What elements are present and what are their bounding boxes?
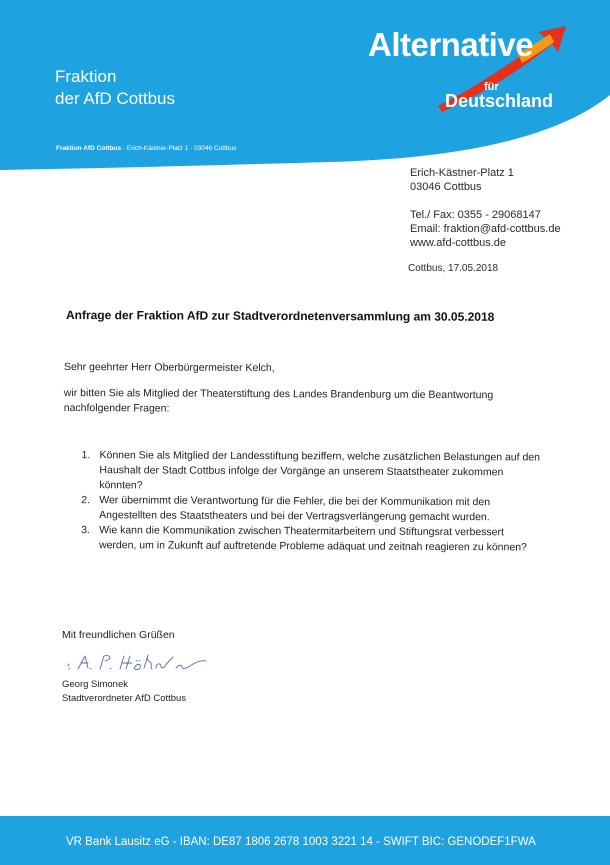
sender-web: www.afd-cottbus.de <box>410 237 506 249</box>
sender-block <box>410 166 561 250</box>
logo-wordmark: Alternative <box>368 26 534 63</box>
bank-details: VR Bank Lausitz eG - IBAN: DE87 1806 2678 1003 3221 14 - SWIFT BIC: GENODEF1FWA <box>66 836 536 848</box>
question-number: 1. <box>81 449 91 462</box>
return-address-rest: · Erich-Kästner-Platz 1 · 03046 Cottbus <box>121 145 237 152</box>
letter-body <box>63 360 554 554</box>
salutation: Sehr geehrter Herr Oberbürgermeister Kelch, <box>63 361 275 375</box>
sender-phone: Tel./ Fax: 0355 - 29068147 <box>410 209 541 221</box>
question-text: Wie kann die Kommunikation zwischen Theatermitarbeitern und Stiftungsrat verbessert werden, um in Zukunft auf auftretende Probleme adäquat und zeitnah reagieren zu können? <box>98 524 527 554</box>
question-item <box>81 523 541 555</box>
question-text: Können Sie als Mitglied der Landesstiftung beziffern, welche zusätzlichen Belastungen auf den Haushalt der Stadt Cottbus infolge der Vorgänge an unserem Staatstheater zukommen könnten? <box>99 449 541 492</box>
question-text: Wer übernimmt die Verantwortung für die Fehler, die bei der Kommunikation mit den Angestellten des Staatstheaters und bei der Vertragsverlängerung gemacht wurden. <box>99 494 491 524</box>
party-logo <box>368 26 568 116</box>
signer-block <box>62 678 186 706</box>
question-item <box>81 493 541 525</box>
faction-title-line2: der AfD Cottbus <box>55 89 176 108</box>
sender-city: 03046 Cottbus <box>410 181 482 193</box>
return-address-name: Fraktion AfD Cottbus <box>56 145 122 152</box>
logo-fuer: für <box>484 81 499 93</box>
letter-subject: Anfrage der Fraktion AfD zur Stadtverordnetenversammlung am 30.05.2018 <box>65 308 495 324</box>
signature-mark <box>64 648 214 676</box>
question-item <box>81 448 541 495</box>
question-list <box>81 448 542 555</box>
signer-role: Stadtverordneter AfD Cottbus <box>62 693 187 704</box>
sender-street: Erich-Kästner-Platz 1 <box>410 167 514 179</box>
return-address <box>56 145 236 152</box>
question-number: 2. <box>81 494 91 507</box>
closing: Mit freundlichen Grüßen <box>62 629 175 641</box>
faction-title <box>55 66 175 110</box>
footer-bar <box>0 816 610 865</box>
faction-title-line1: Fraktion <box>55 67 117 86</box>
letter-date: Cottbus, 17.05.2018 <box>408 263 499 274</box>
handwritten-signature <box>64 648 214 676</box>
question-number: 3. <box>81 524 90 537</box>
logo-deutschland: Deutschland <box>445 91 554 111</box>
signer-name: Georg Simonek <box>62 679 129 690</box>
sender-email: Email: fraktion@afd-cottbus.de <box>410 223 561 235</box>
intro-paragraph: wir bitten Sie als Mitglied der Theaterstiftung des Landes Brandenburg um die Beantwortung nachfolgender Fragen: <box>63 386 494 415</box>
